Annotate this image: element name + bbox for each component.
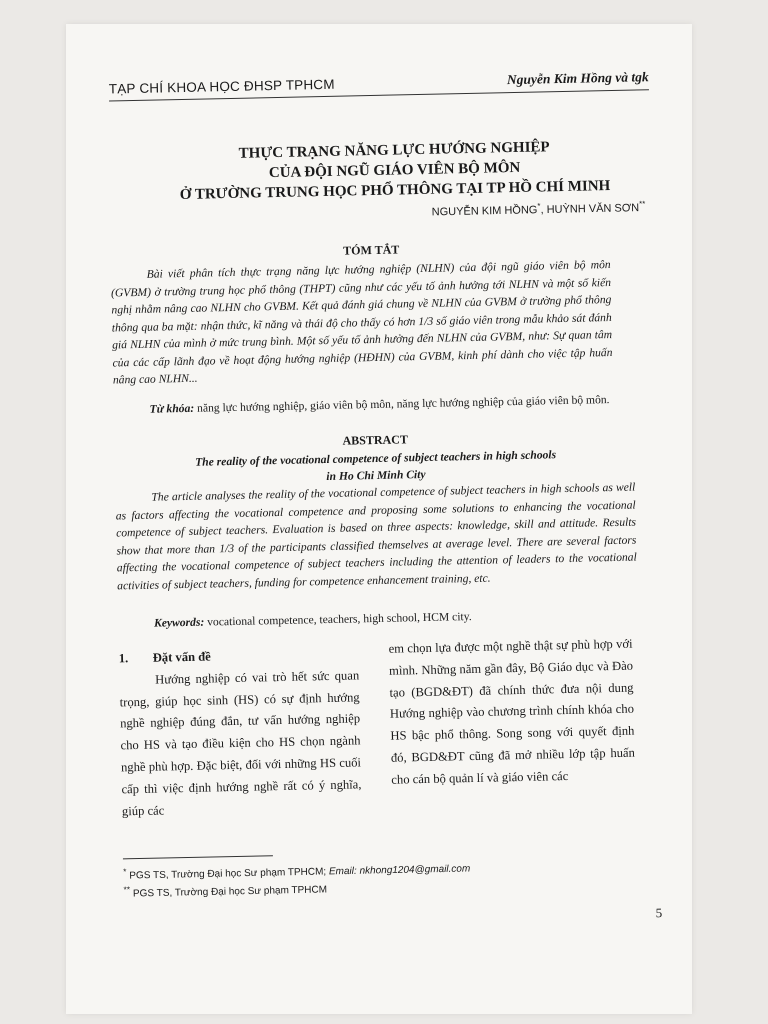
title-line-3: Ở TRƯỜNG TRUNG HỌC PHỔ THÔNG TẠI TP HỒ CHÍ MINH — [179, 178, 611, 204]
author-1: NGUYỄN KIM HỒNG — [431, 204, 538, 219]
section-1-number: 1. — [118, 651, 129, 666]
author-2-mark: ** — [639, 199, 646, 209]
en-keywords-text: vocational competence, teachers, high school, HCM city. — [207, 610, 472, 629]
body-column-right — [388, 634, 635, 792]
header-authors: Nguyễn Kim Hồng và tgk — [506, 69, 649, 88]
page-number: 5 — [655, 905, 663, 921]
en-title-line-2: in Ho Chi Minh City — [326, 467, 426, 484]
footnote-2-text: PGS TS, Trường Đại học Sư phạm TPHCM — [132, 884, 328, 900]
en-keywords-label: Keywords: — [153, 615, 205, 630]
vi-keywords-text: năng lực hướng nghiệp, giáo viên bộ môn, năng lực hướng nghiệp của giáo viên bộ môn. — [196, 393, 610, 415]
en-title-line-1: The reality of the vocational competence of subject teachers in high schools — [195, 448, 557, 469]
author-1-mark: * — [537, 201, 541, 211]
author-2: HUỲNH VĂN SƠN — [546, 202, 640, 217]
journal-page — [82, 39, 672, 1011]
en-abstract-heading: ABSTRACT — [342, 432, 409, 448]
footnote-1 — [123, 859, 470, 882]
vi-abstract-heading: TÓM TẮT — [343, 242, 400, 258]
footnote-1-email-label: Email: — [328, 865, 357, 878]
section-1-title: Đặt vấn đề — [152, 649, 211, 665]
footnote-rule — [123, 855, 273, 859]
footnote-1-email: nkhong1204@gmail.com — [359, 863, 471, 877]
en-keywords — [118, 605, 638, 633]
running-header — [109, 63, 649, 101]
footnote-1-mark: * — [123, 866, 127, 877]
body-column-left — [119, 643, 363, 822]
footnote-2-mark: ** — [123, 884, 131, 895]
author-byline — [432, 199, 646, 218]
section-1-left-text: Hướng nghiệp có vai trò hết sức quan trọng, giúp học sinh (HS) có sự định hướng nghề nghiệp đúng đắn, tư vấn hướng nghiệp cho HS và tạo điều kiện cho HS chọn ngành nghề phù hợp. Đặc biệt, đối với những HS cuối cấp thì việc định hướng nghề rất có ý nghĩa, giúp các — [119, 668, 362, 818]
section-1-right-text: em chọn lựa được một nghề thật sự phù hợp với mình. Những năm gần đây, Bộ Giáo dục và Đào tạo (BGD&ĐT) đã chính thức đưa nội dung Hướng nghiệp vào chương trình chính khóa cho HS bậc phổ thông. Song song với quyết định đó, BGD&ĐT cũng đã mở nhiều lớp tập huấn cho cán bộ quản lí và giáo viên các — [388, 636, 635, 787]
vi-keywords — [113, 391, 613, 419]
en-abstract-text: The article analyses the reality of the vocational competence of subject teachers in high schools as well as factors affecting the vocational competence and proposing some solutions to enhancing the vocational competence of subject teachers. Evaluation is based on three aspects: knowledge, skill and attitude. Results show that more than 1/3 of the participants classified themselves at average level. There are several factors affecting the vocational competence of subject teachers including the attention of leaders to the vocational activities of subject teachers, funding for competence enhancement training, etc. — [115, 480, 637, 592]
author-separator: , — [540, 204, 547, 217]
vi-abstract-text: Bài viết phân tích thực trạng năng lực hướng nghiệp (NLHN) của đội ngũ giáo viên bộ môn (GVBM) ở trường trung học phổ thông (THPT) cũng như các yếu tố ảnh hưởng tới NLHN và một số kiến nghị nhằm nâng cao NLHN cho GVBM. Kết quả đánh giá chung về NLHN của GVBM ở trường phổ thông thông qua ba mặt: nhận thức, kĩ năng và thái độ cho thấy có hơn 1/3 số giáo viên trong mẫu khảo sát đánh giá NLHN của mình ở mức trung bình. Một số yếu tố ảnh hưởng đến NLHN của GVBM, như: Sự quan tâm của các cấp lãnh đạo về hoạt động hướng nghiệp (HĐHN) của GVBM, kinh phí dành cho việc tập huấn nâng cao NLHN... — [110, 258, 613, 387]
footnote-1-text: PGS TS, Trường Đại học Sư phạm TPHCM; — [129, 866, 327, 882]
title-line-1: THỰC TRẠNG NĂNG LỰC HƯỚNG NGHIỆP — [238, 139, 550, 162]
title-line-2: CỦA ĐỘI NGŨ GIÁO VIÊN BỘ MÔN — [268, 159, 521, 182]
vi-keywords-label: Từ khóa: — [149, 401, 195, 416]
journal-name: TẠP CHÍ KHOA HỌC ĐHSP TPHCM — [108, 76, 335, 97]
footnote-2 — [123, 880, 327, 900]
article-title — [144, 135, 645, 205]
